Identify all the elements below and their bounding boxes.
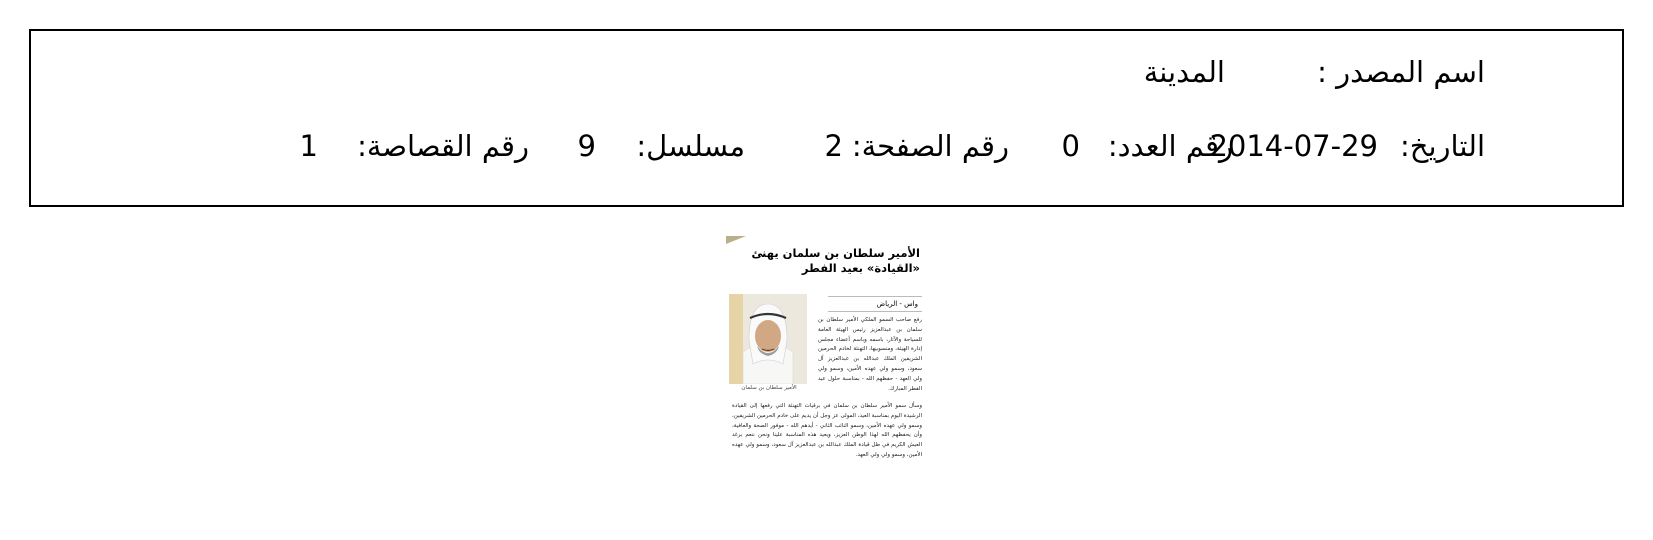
article-paragraph-1: رفع صاحب السمو الملكي الأمير سلطان بن سلمان بن عبدالعزيز رئيس الهيئة العامة للسياحة والآثار، باسمه وباسم أعضاء مجلس إدارة الهيئة، ومنسوبيها، التهنئة لخادم الحرمين الشريفين الملك عبدالله بن عبدالعزيز آل سعود، وسمو ولي عهده الأمين، وسمو ولي ولي العهد - حفظهم الله - بمناسبة حلول عيد الفطر المبارك.	[818, 317, 922, 392]
page-label: رقم الصفحة:	[851, 129, 1009, 163]
serial-value: 9	[577, 129, 596, 163]
headline-line-2: «القيادة» بعيد الفطر	[801, 261, 920, 275]
clip-label: رقم القصاصة:	[357, 129, 529, 163]
issue-label: رقم العدد:	[1107, 129, 1233, 163]
page-value: 2	[824, 129, 843, 163]
clipping-headline	[730, 246, 920, 276]
newspaper-clipping	[726, 236, 926, 521]
portrait-photo	[729, 294, 807, 384]
corner-accent	[726, 236, 746, 244]
portrait-image	[729, 294, 807, 384]
source-label: اسم المصدر :	[1317, 55, 1485, 89]
source-value: المدينة	[1143, 55, 1225, 89]
serial-label: مسلسل:	[636, 129, 745, 163]
photo-caption: الأمير سلطان بن سلمان	[741, 385, 797, 391]
date-label: التاريخ:	[1399, 129, 1485, 163]
date-value: 2014-07-29	[1209, 129, 1378, 163]
clip-value: 1	[299, 129, 318, 163]
clipping-byline: واس - الرياض	[828, 296, 922, 312]
issue-value: 0	[1061, 129, 1080, 163]
headline-line-1: الأمير سلطان بن سلمان يهنئ	[751, 246, 920, 260]
article-paragraph-2: وسأل سمو الأمير سلطان بن سلمان في برقيات التهنئة التي رفعها إلى القيادة الرشيدة اليوم بمناسبة العيد، المولى عز وجل أن يديم على خادم الحرمين الشريفين، وسمو ولي عهده الأمين، وسمو النائب الثاني - أيدهم الله - موفور الصحة والعافية، وأن يحفظهم الله لهذا الوطن العزيز، ويعيد هذه المناسبة علينا ونحن ننعم برغد العيش الكريم في ظل قيادة الملك عبدالله بن عبدالعزيز آل سعود، وسمو ولي عهده الأمين، وسمو ولي ولي العهد.	[732, 403, 922, 458]
